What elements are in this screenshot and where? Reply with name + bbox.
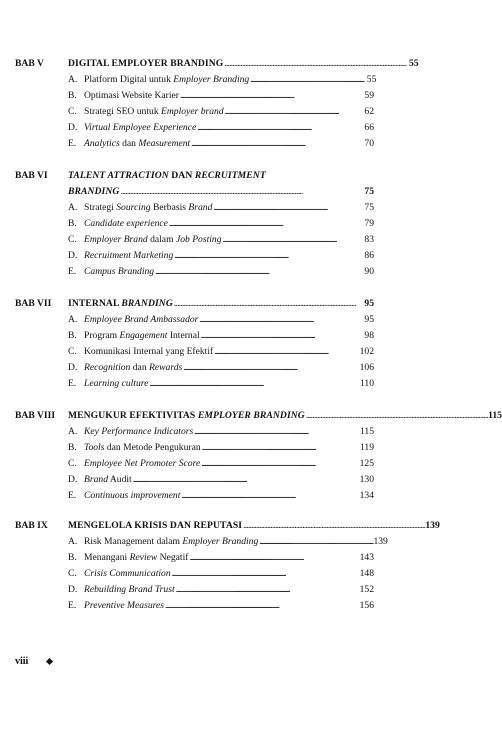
chapter-page: 139 [425,520,440,531]
item-page: 156 [359,600,374,611]
chapter-number: BAB IX [15,520,48,531]
item-letter: C. [68,346,77,357]
toc-item [0,566,400,582]
item-page: 90 [364,266,374,277]
leader-dots [189,550,358,566]
item-letter: D. [68,250,78,261]
toc-item [0,534,400,550]
leader-dots [202,440,359,456]
leader-dots [183,360,358,376]
item-title: Candidate experience [84,218,168,229]
item-title: Brand Audit [84,474,132,485]
chapter-heading-cont [0,184,400,200]
item-title: Komunikasi Internal yang Efektif [84,346,214,357]
chapter-title-cont: BRANDING [68,186,120,197]
item-page: 86 [364,250,374,261]
item-title: Recognition dan Rewards [84,362,183,373]
item-letter: E. [68,138,77,149]
chapter-title: DIGITAL EMPLOYER BRANDING [68,58,224,69]
item-page: 102 [359,346,374,357]
item-title: Virtual Employee Experience [84,122,197,133]
item-title: Rebuilding Brand Trust [84,584,175,595]
item-title: Optimasi Website Karier [84,90,179,101]
item-page: 143 [359,552,374,563]
item-title: Program Engagement Internal [84,330,200,341]
item-letter: C. [68,106,77,117]
toc-item [0,472,400,488]
item-page: 66 [364,122,374,133]
item-letter: B. [68,330,77,341]
item-page: 95 [364,314,374,325]
leader-dots [133,472,359,488]
item-page: 62 [364,106,374,117]
toc-item [0,456,400,472]
item-page: 75 [364,202,374,213]
leader-dots [199,312,361,328]
item-title: Learning culture [84,378,149,389]
item-letter: C. [68,458,77,469]
item-letter: B. [68,90,77,101]
item-title: Strategi SEO untuk Employer brand [84,106,224,117]
toc-item [0,248,400,264]
item-title: Preventive Measures [84,600,165,611]
item-letter: A. [68,74,78,85]
chapter-heading [0,56,419,72]
item-title: Continuous improvement [84,490,181,501]
item-letter: B. [68,442,77,453]
item-page: 125 [359,458,374,469]
item-letter: E. [68,600,77,611]
item-page: 70 [364,138,374,149]
leader-dots [201,328,361,344]
toc-item [0,582,400,598]
leader-dots [201,456,358,472]
item-letter: D. [68,584,78,595]
leader-dots [197,120,361,136]
item-letter: D. [68,122,78,133]
item-page: 152 [359,584,374,595]
item-page: 148 [359,568,374,579]
leader-dots [191,136,361,152]
toc-item [0,598,400,614]
chapter-number: BAB VIII [15,410,56,421]
toc-item [0,550,400,566]
chapter-number: BAB VII [15,298,52,309]
item-letter: D. [68,474,78,485]
chapter-heading [0,168,400,184]
toc-item [0,328,400,344]
chapter-page: 95 [364,298,374,309]
item-letter: E. [68,378,77,389]
item-page: 55 [366,74,377,85]
item-letter: E. [68,490,77,501]
item-title: Campus Branding [84,266,155,277]
leader-dots [172,566,359,582]
leader-dots [213,200,361,216]
toc-item [0,200,400,216]
page-number: viii [15,656,29,667]
chapter-page: 115 [488,410,502,421]
toc-item [0,440,400,456]
leader-dots [176,582,359,598]
item-page: 134 [359,490,374,501]
leader-dots [224,56,405,72]
chapter-title: INTERNAL BRANDING [68,298,173,309]
leader-dots [243,518,424,534]
item-title: Crisis Communication [84,568,171,579]
chapter-title: TALENT ATTRACTION DAN RECRUITMENT [68,170,266,181]
chapter-bab-ix [0,518,440,614]
item-page: 98 [364,330,374,341]
leader-dots [149,376,359,392]
chapter-heading [0,408,502,424]
item-letter: C. [68,568,77,579]
chapter-number: BAB V [15,58,44,69]
item-title: Tools dan Metode Pengukuran [84,442,201,453]
leader-dots [120,184,361,200]
chapter-number: BAB VI [15,170,48,181]
item-title: Employee Brand Ambassador [84,314,199,325]
leader-dots [165,598,359,614]
chapter-heading [0,296,400,312]
item-title: Key Performance Indicators [84,426,194,437]
leader-dots [181,488,358,504]
toc-item [0,360,400,376]
toc-item [0,312,400,328]
item-letter: B. [68,552,77,563]
leader-dots [174,296,361,312]
item-title: Menangani Review Negatif [84,552,189,563]
item-title: Strategi Sourcing Berbasis Brand [84,202,213,213]
leader-dots [225,104,361,120]
item-title: Employee Net Promoter Score [84,458,201,469]
item-title: Platform Digital untuk Employer Branding [84,74,250,85]
leader-dots [169,216,361,232]
chapter-title: MENGUKUR EFEKTIVITAS EMPLOYER BRANDING [68,410,305,421]
item-letter: D. [68,362,78,373]
leader-dots [174,248,361,264]
item-page: 59 [364,90,374,101]
toc-item [0,376,400,392]
item-letter: B. [68,218,77,229]
leader-dots [259,534,372,550]
toc-item [0,216,400,232]
chapter-bab-viii [0,408,502,504]
chapter-page: 75 [364,186,374,197]
item-page: 130 [359,474,374,485]
item-letter: E. [68,266,77,277]
toc-item [0,120,400,136]
item-letter: A. [68,536,78,547]
chapter-bab-vi [0,168,400,280]
toc-item [0,264,400,280]
toc-item [0,136,400,152]
item-letter: A. [68,314,78,325]
item-title: Analytics dan Measurement [84,138,191,149]
item-page: 83 [364,234,374,245]
toc-item [0,72,400,88]
item-page: 115 [359,426,374,437]
leader-dots [214,344,358,360]
toc-item [0,232,400,248]
toc-item [0,104,400,120]
item-letter: A. [68,426,78,437]
leader-dots [250,72,363,88]
leader-dots [194,424,359,440]
diamond-bullet-icon [46,658,53,665]
toc-item [0,488,400,504]
item-letter: C. [68,234,77,245]
toc-item [0,424,400,440]
chapter-bab-vii [0,296,400,392]
leader-dots [306,408,487,424]
item-title: Employer Brand dalam Job Posting [84,234,222,245]
leader-dots [223,232,361,248]
chapter-bab-v [0,56,419,152]
item-page: 119 [359,442,374,453]
chapter-heading [0,518,440,534]
item-title: Recruitment Marketing [84,250,174,261]
item-page: 79 [364,218,374,229]
toc-item [0,344,400,360]
toc-item [0,88,400,104]
item-page: 110 [359,378,374,389]
item-page: 139 [373,536,388,547]
item-page: 106 [359,362,374,373]
leader-dots [155,264,361,280]
chapter-title: MENGELOLA KRISIS DAN REPUTASI [68,520,243,531]
item-title: Risk Management dalam Employer Branding [84,536,259,547]
item-letter: A. [68,202,78,213]
leader-dots [180,88,361,104]
chapter-page: 55 [408,58,419,69]
